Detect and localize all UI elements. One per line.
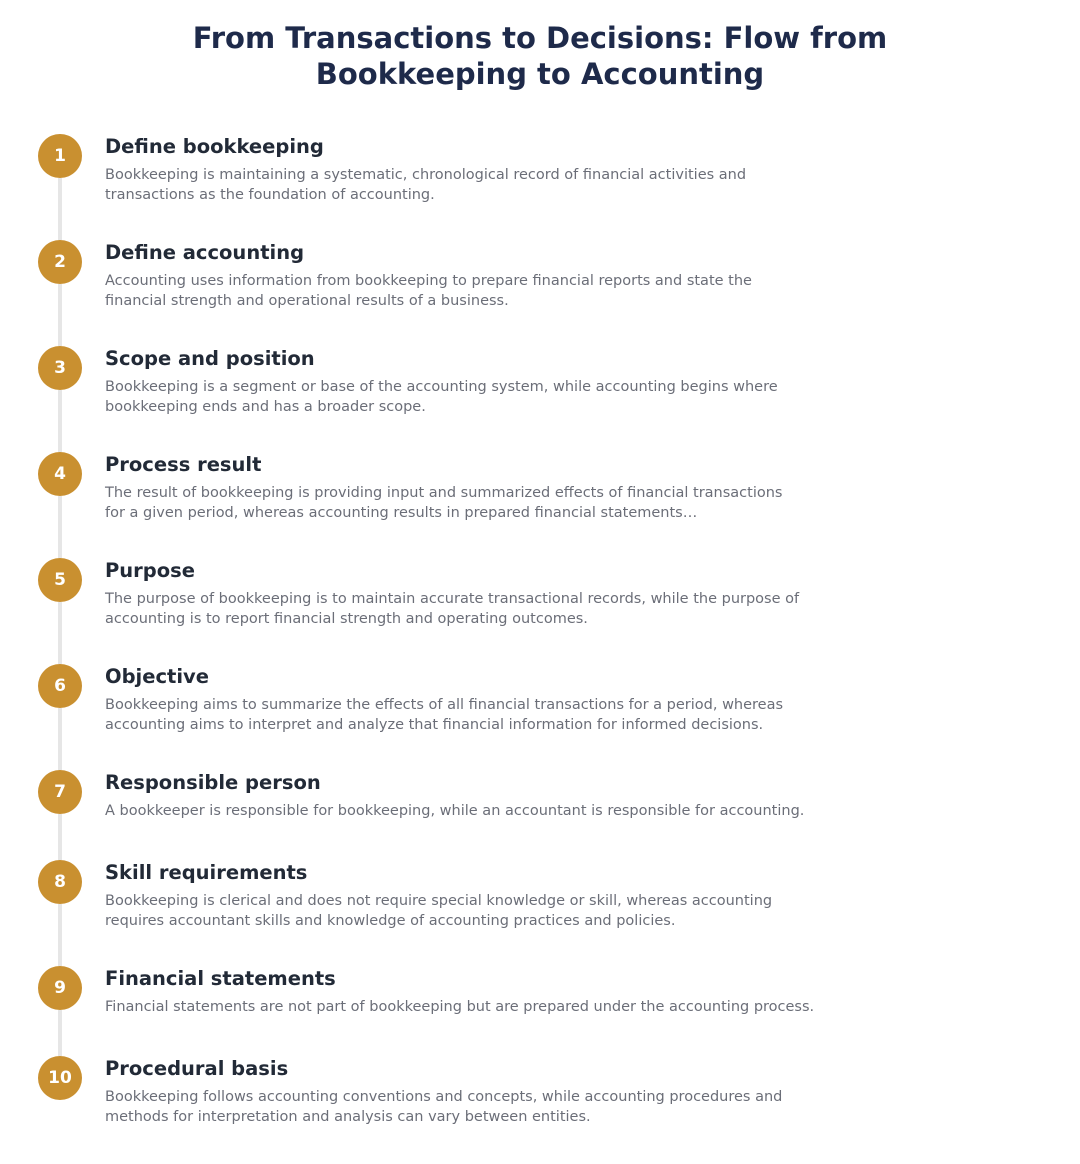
step-description-line: Bookkeeping is a segment or base of the accounting system, while accounting begins where — [105, 379, 778, 395]
step-description — [105, 801, 865, 821]
step-description — [105, 695, 865, 735]
page-title-line-1: From Transactions to Decisions: Flow from — [192, 21, 888, 55]
step-description-line: transactions as the foundation of accounting. — [105, 187, 435, 203]
step-title: Process result — [105, 453, 262, 476]
step-description — [105, 1087, 865, 1127]
step-description-line: The purpose of bookkeeping is to maintain accurate transactional records, while the purpose of — [105, 591, 800, 607]
step-connector — [58, 814, 62, 860]
step-description-line: accounting is to report financial strength and operating outcomes. — [105, 611, 588, 627]
step-title: Objective — [105, 665, 209, 688]
step-number-badge: 9 — [38, 966, 82, 1010]
step-title: Define accounting — [105, 241, 305, 264]
step-description-line: for a given period, whereas accounting results in prepared financial statements… — [105, 505, 698, 521]
step-description — [105, 891, 865, 931]
step-connector — [58, 178, 62, 240]
step-title: Purpose — [105, 559, 195, 582]
step-connector — [58, 602, 62, 664]
step-number-badge: 8 — [38, 860, 82, 904]
step-description — [105, 165, 865, 205]
step-description-line: bookkeeping ends and has a broader scope. — [105, 399, 426, 415]
step-number-badge: 7 — [38, 770, 82, 814]
step-description-line: methods for interpretation and analysis can vary between entities. — [105, 1109, 591, 1125]
step-description — [105, 483, 865, 523]
page-title-line-2: Bookkeeping to Accounting — [315, 57, 765, 91]
step-description-line: Bookkeeping is clerical and does not require special knowledge or skill, whereas accounting — [105, 893, 773, 909]
step-description-line: Bookkeeping aims to summarize the effects of all financial transactions for a period, whereas — [105, 697, 784, 713]
step-title: Responsible person — [105, 771, 321, 794]
step-title: Scope and position — [105, 347, 315, 370]
step-title: Financial statements — [105, 967, 336, 990]
step-number-badge: 6 — [38, 664, 82, 708]
step-connector — [58, 284, 62, 346]
step-description-line: accounting aims to interpret and analyze that financial information for informed decisions. — [105, 717, 764, 733]
step-connector — [58, 708, 62, 770]
step-title: Define bookkeeping — [105, 135, 324, 158]
step-description-line: Accounting uses information from bookkeeping to prepare financial reports and state the — [105, 273, 752, 289]
step-description-line: financial strength and operational results of a business. — [105, 293, 509, 309]
page-title — [0, 20, 1080, 92]
step-number-badge: 2 — [38, 240, 82, 284]
step-description-line: A bookkeeper is responsible for bookkeeping, while an accountant is responsible for accounting. — [105, 803, 805, 819]
step-connector — [58, 496, 62, 558]
step-number-badge: 10 — [38, 1056, 82, 1100]
step-description-line: requires accountant skills and knowledge of accounting practices and policies. — [105, 913, 676, 929]
step-connector — [58, 1010, 62, 1056]
step-title: Skill requirements — [105, 861, 308, 884]
step-description — [105, 271, 865, 311]
step-title: Procedural basis — [105, 1057, 289, 1080]
step-connector — [58, 904, 62, 966]
step-description-line: The result of bookkeeping is providing input and summarized effects of financial transactions — [105, 485, 783, 501]
step-description-line: Financial statements are not part of bookkeeping but are prepared under the accounting process. — [105, 999, 815, 1015]
step-description — [105, 589, 865, 629]
step-number-badge: 3 — [38, 346, 82, 390]
step-number-badge: 1 — [38, 134, 82, 178]
step-description-line: Bookkeeping follows accounting conventions and concepts, while accounting procedures and — [105, 1089, 783, 1105]
step-connector — [58, 390, 62, 452]
step-number-badge: 4 — [38, 452, 82, 496]
step-description-line: Bookkeeping is maintaining a systematic, chronological record of financial activities and — [105, 167, 747, 183]
step-number-badge: 5 — [38, 558, 82, 602]
step-description — [105, 377, 865, 417]
step-description — [105, 997, 865, 1017]
